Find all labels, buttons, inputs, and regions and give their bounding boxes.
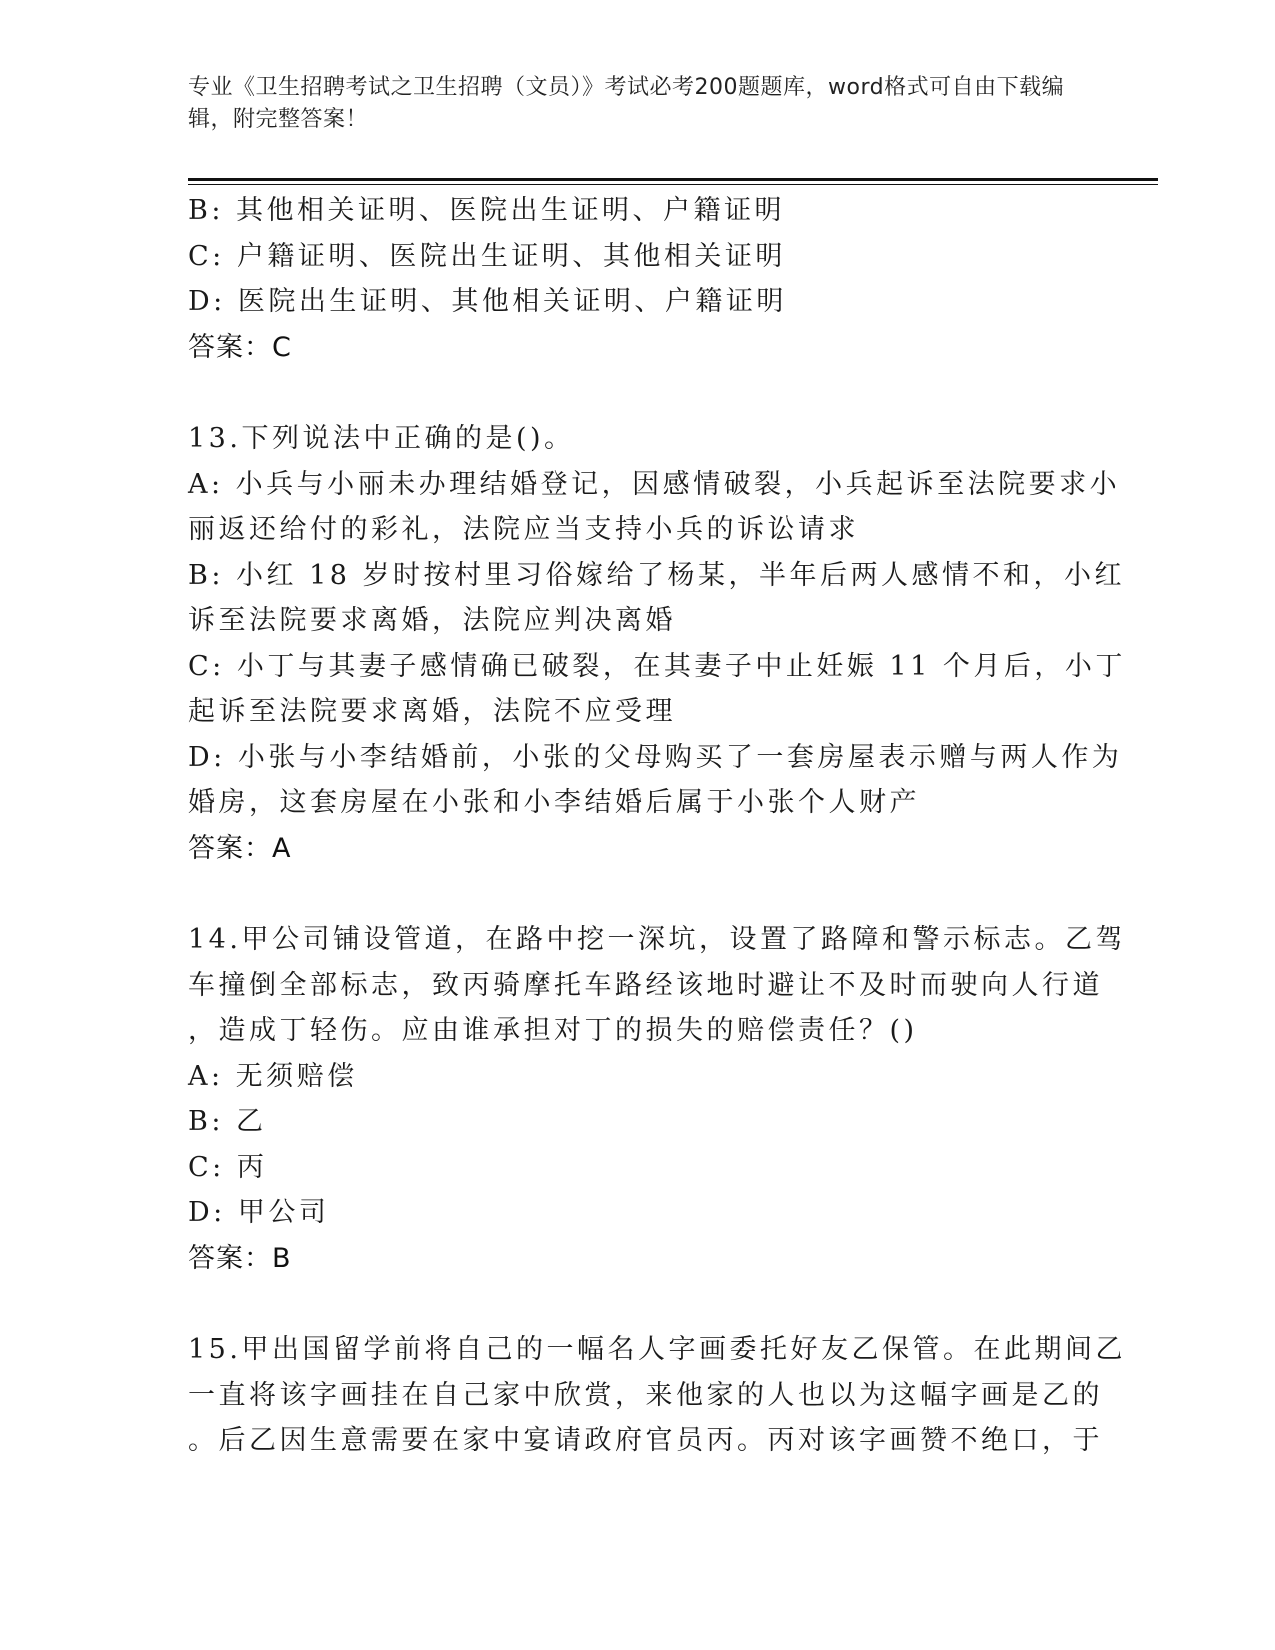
answer-line: 答案：A: [188, 832, 292, 864]
option-d: D: 甲公司: [188, 1197, 330, 1228]
header-divider-thin: [188, 184, 1158, 185]
question-13: [188, 416, 1126, 871]
question-14: [188, 917, 1126, 1281]
option-b: B: 其他相关证明、医院出生证明、户籍证明: [188, 195, 786, 226]
spacer: [188, 1281, 1088, 1327]
option-d: D: 医院出生证明、其他相关证明、户籍证明: [188, 286, 787, 317]
question-15: [188, 1327, 1126, 1464]
option-b: B: 乙: [188, 1106, 267, 1137]
question-stem-cont: 。后乙因生意需要在家中宴请政府官员丙。丙对该字画赞不绝口，于: [188, 1425, 1103, 1456]
document-header: [188, 72, 1068, 136]
option-c-cont: 起诉至法院要求离婚，法院不应受理: [188, 696, 676, 727]
option-c: C: 丙: [188, 1151, 268, 1183]
option-b: B: 小红 18 岁时按村里习俗嫁给了杨某，半年后两人感情不和，小红: [188, 559, 1126, 591]
option-b-cont: 诉至法院要求离婚，法院应判决离婚: [188, 605, 676, 636]
option-a: A: 无须赔偿: [188, 1060, 358, 1092]
answer-line: 答案：B: [188, 1242, 292, 1274]
answer-line: 答案：C: [188, 331, 292, 363]
document-body: [188, 188, 1126, 1464]
option-a: A: 小兵与小丽未办理结婚登记，因感情破裂，小兵起诉至法院要求小: [188, 468, 1121, 500]
question-stem-cont: 一直将该字画挂在自己家中欣赏，来他家的人也以为这幅字画是乙的: [188, 1379, 1103, 1411]
option-a-cont: 丽返还给付的彩礼，法院应当支持小兵的诉讼请求: [188, 514, 859, 545]
option-c: C: 小丁与其妻子感情确已破裂，在其妻子中止妊娠 11 个月后，小丁: [188, 650, 1126, 682]
header-divider: [188, 178, 1158, 181]
question-stem-cont: 车撞倒全部标志，致丙骑摩托车路经该地时避让不及时而驶向人行道: [188, 969, 1103, 1001]
question-stem: 15.甲出国留学前将自己的一幅名人字画委托好友乙保管。在此期间乙: [188, 1334, 1126, 1365]
spacer: [188, 871, 1088, 917]
prev-question: [188, 188, 1088, 370]
spacer: [188, 370, 1088, 416]
header-text: 专业《卫生招聘考试之卫生招聘（文员）》考试必考200题题库，word格式可自由下载编辑，附完整答案！: [188, 75, 1065, 132]
option-d: D: 小张与小李结婚前，小张的父母购买了一套房屋表示赠与两人作为: [188, 741, 1123, 773]
question-stem-cont: ，造成丁轻伤。应由谁承担对丁的损失的赔偿责任？(): [188, 1015, 918, 1046]
question-stem: 14.甲公司铺设管道，在路中挖一深坑，设置了路障和警示标志。乙驾: [188, 924, 1126, 955]
question-stem: 13.下列说法中正确的是()。: [188, 423, 575, 454]
option-d-cont: 婚房，这套房屋在小张和小李结婚后属于小张个人财产: [188, 787, 920, 818]
option-c: C: 户籍证明、医院出生证明、其他相关证明: [188, 240, 786, 272]
